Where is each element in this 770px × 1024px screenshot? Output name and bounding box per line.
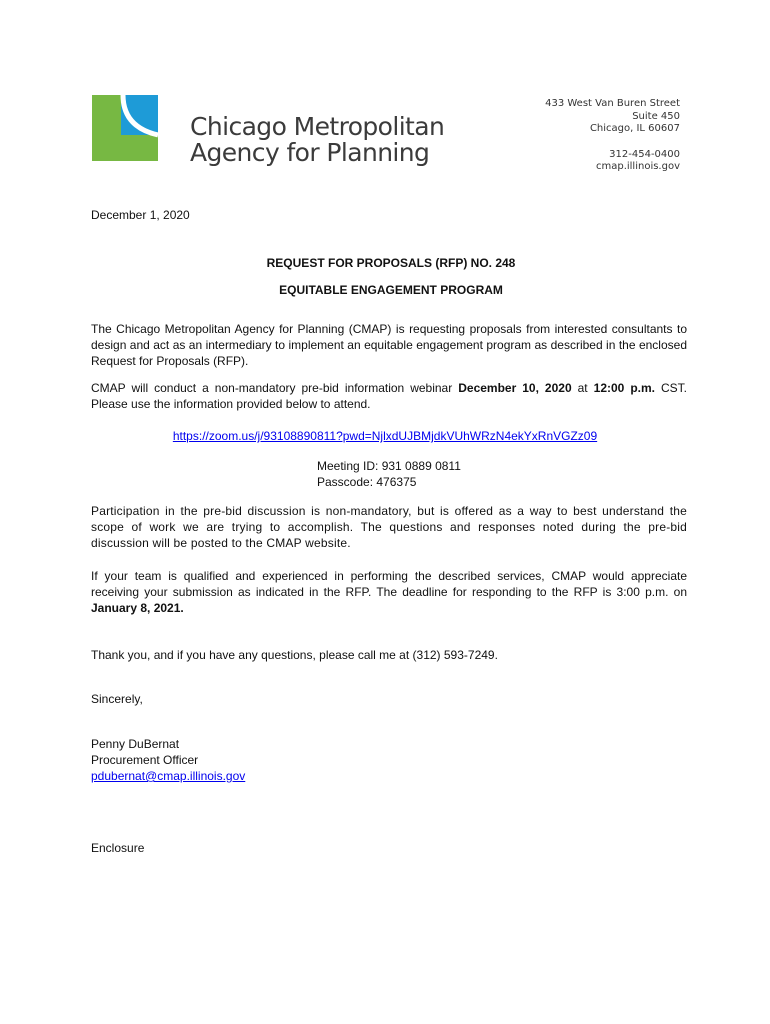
zoom-link-line xyxy=(0,429,770,443)
org-name-line2: Agency for Planning xyxy=(190,138,430,167)
deadline-text: If your team is qualified and experienced in performing the described services, CMAP would appreciate receiving your submission as indicated in the RFP. The deadline for responding to the RFP is 3:00 p.m. on xyxy=(91,569,687,599)
thanks-line: Thank you, and if you have any questions, please call me at (312) 593-7249. xyxy=(91,648,498,662)
address-city: Chicago, IL 60607 xyxy=(589,123,680,134)
letterhead-address xyxy=(545,98,680,174)
signer-name: Penny DuBernat xyxy=(91,737,180,751)
intro-paragraph: The Chicago Metropolitan Agency for Planning (CMAP) is requesting proposals from interested consultants to design and act as an intermediary to implement an equitable engagement program as described in the enclosed Request for Proposals (RFP). xyxy=(91,322,687,368)
org-name xyxy=(190,114,444,166)
meeting-details xyxy=(317,458,461,490)
cmap-logo xyxy=(92,95,158,161)
address-street: 433 West Van Buren Street xyxy=(545,98,680,109)
org-name-line1: Chicago Metropolitan xyxy=(190,112,445,141)
signer-email-link[interactable]: pdubernat@cmap.illinois.gov xyxy=(91,769,246,783)
signature-block xyxy=(91,736,245,784)
address-suite: Suite 450 xyxy=(632,110,680,122)
closing: Sincerely, xyxy=(91,692,143,706)
signer-title: Procurement Officer xyxy=(91,753,199,767)
letter-date: December 1, 2020 xyxy=(91,208,190,222)
deadline-date: January 8, 2021. xyxy=(91,601,184,615)
rfp-title: REQUEST FOR PROPOSALS (RFP) NO. 248 xyxy=(266,256,516,270)
participation-paragraph: Participation in the pre-bid discussion is non-mandatory, but is offered as a way to best understand the scope of work we are trying to accomplish. The questions and responses noted during the pre-bid discussion will be posted to the CMAP website. xyxy=(91,504,687,550)
webinar-paragraph xyxy=(91,380,687,412)
zoom-link[interactable]: https://zoom.us/j/93108890811?pwd=NjlxdUJBMjdkVUhWRzN4ekYxRnVGZz09 xyxy=(172,429,598,443)
address-website: cmap.illinois.gov xyxy=(595,161,680,172)
webinar-text-3: CST. Please use the information provided below to attend. xyxy=(91,381,687,411)
address-phone: 312-454-0400 xyxy=(609,148,680,160)
webinar-time: 12:00 p.m. xyxy=(593,381,655,395)
rfp-subtitle: EQUITABLE ENGAGEMENT PROGRAM xyxy=(279,283,503,297)
webinar-date: December 10, 2020 xyxy=(458,381,572,395)
meeting-id: Meeting ID: 931 0889 0811 xyxy=(317,459,461,473)
enclosure-note: Enclosure xyxy=(91,841,145,855)
meeting-passcode: Passcode: 476375 xyxy=(317,475,417,489)
webinar-text-1: CMAP will conduct a non-mandatory pre-bid information webinar xyxy=(91,381,459,395)
webinar-text-2: at xyxy=(571,381,594,395)
deadline-paragraph xyxy=(91,568,687,616)
